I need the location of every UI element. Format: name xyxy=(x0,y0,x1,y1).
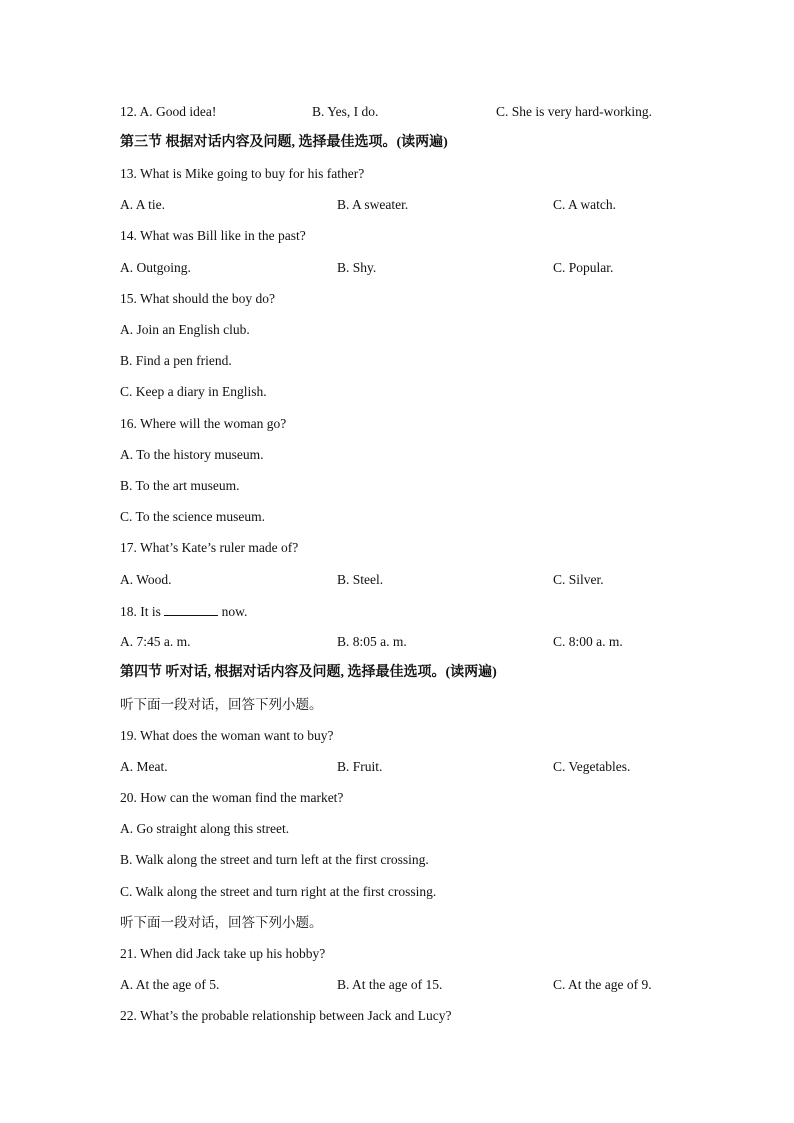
q14-option-a: A. Outgoing. xyxy=(120,260,191,275)
q13-option-b: B. A sweater. xyxy=(337,197,409,212)
section-4-heading: 第四节 听对话, 根据对话内容及问题, 选择最佳选项。(读两遍) xyxy=(120,665,497,680)
q22-stem: 22. What’s the probable relationship between Jack and Lucy? xyxy=(120,1008,452,1023)
q15-stem: 15. What should the boy do? xyxy=(120,291,275,306)
q18-stem-start: 18. It is xyxy=(120,604,161,619)
q20-option-a: A. Go straight along this street. xyxy=(120,821,290,836)
q17-option-a: A. Wood. xyxy=(120,572,172,587)
instruction-1: 听下面一段对话，回答下列小题。 xyxy=(120,697,323,712)
q12-option-a: 12. A. Good idea! xyxy=(120,104,217,119)
q13-option-c: C. A watch. xyxy=(553,197,616,212)
q15-option-a: A. Join an English club. xyxy=(120,322,250,337)
q21-option-a: A. At the age of 5. xyxy=(120,977,220,992)
q19-option-b: B. Fruit. xyxy=(337,759,383,774)
q16-option-c: C. To the science museum. xyxy=(120,509,266,524)
instruction-2: 听下面一段对话，回答下列小题。 xyxy=(120,915,323,930)
q17-option-b: B. Steel. xyxy=(337,572,384,587)
q20-stem: 20. How can the woman find the market? xyxy=(120,790,344,805)
q20-option-c: C. Walk along the street and turn right at the first crossing. xyxy=(120,884,437,899)
q18-stem xyxy=(120,603,247,620)
q16-option-a: A. To the history museum. xyxy=(120,447,264,462)
q19-option-a: A. Meat. xyxy=(120,759,168,774)
q18-option-b: B. 8:05 a. m. xyxy=(337,634,407,649)
q17-option-c: C. Silver. xyxy=(553,572,604,587)
answer-blank xyxy=(164,603,218,616)
q14-stem: 14. What was Bill like in the past? xyxy=(120,228,306,243)
q15-option-b: B. Find a pen friend. xyxy=(120,353,232,368)
q13-stem: 13. What is Mike going to buy for his father? xyxy=(120,166,365,181)
q14-option-c: C. Popular. xyxy=(553,260,614,275)
q19-stem: 19. What does the woman want to buy? xyxy=(120,728,334,743)
q13-option-a: A. A tie. xyxy=(120,197,166,212)
q21-stem: 21. When did Jack take up his hobby? xyxy=(120,946,326,961)
q21-option-b: B. At the age of 15. xyxy=(337,977,443,992)
q18-option-a: A. 7:45 a. m. xyxy=(120,634,191,649)
q19-option-c: C. Vegetables. xyxy=(553,759,631,774)
q16-stem: 16. Where will the woman go? xyxy=(120,416,287,431)
q18-option-c: C. 8:00 a. m. xyxy=(553,634,623,649)
q15-option-c: C. Keep a diary in English. xyxy=(120,384,267,399)
q12-option-c: C. She is very hard-working. xyxy=(496,104,652,119)
section-3-heading: 第三节 根据对话内容及问题, 选择最佳选项。(读两遍) xyxy=(120,135,448,150)
q17-stem: 17. What’s Kate’s ruler made of? xyxy=(120,540,299,555)
q20-option-b: B. Walk along the street and turn left at the first crossing. xyxy=(120,852,429,867)
q18-stem-end: now. xyxy=(221,604,248,619)
q21-option-c: C. At the age of 9. xyxy=(553,977,652,992)
q16-option-b: B. To the art museum. xyxy=(120,478,240,493)
q14-option-b: B. Shy. xyxy=(337,260,377,275)
q12-option-b: B. Yes, I do. xyxy=(312,104,379,119)
